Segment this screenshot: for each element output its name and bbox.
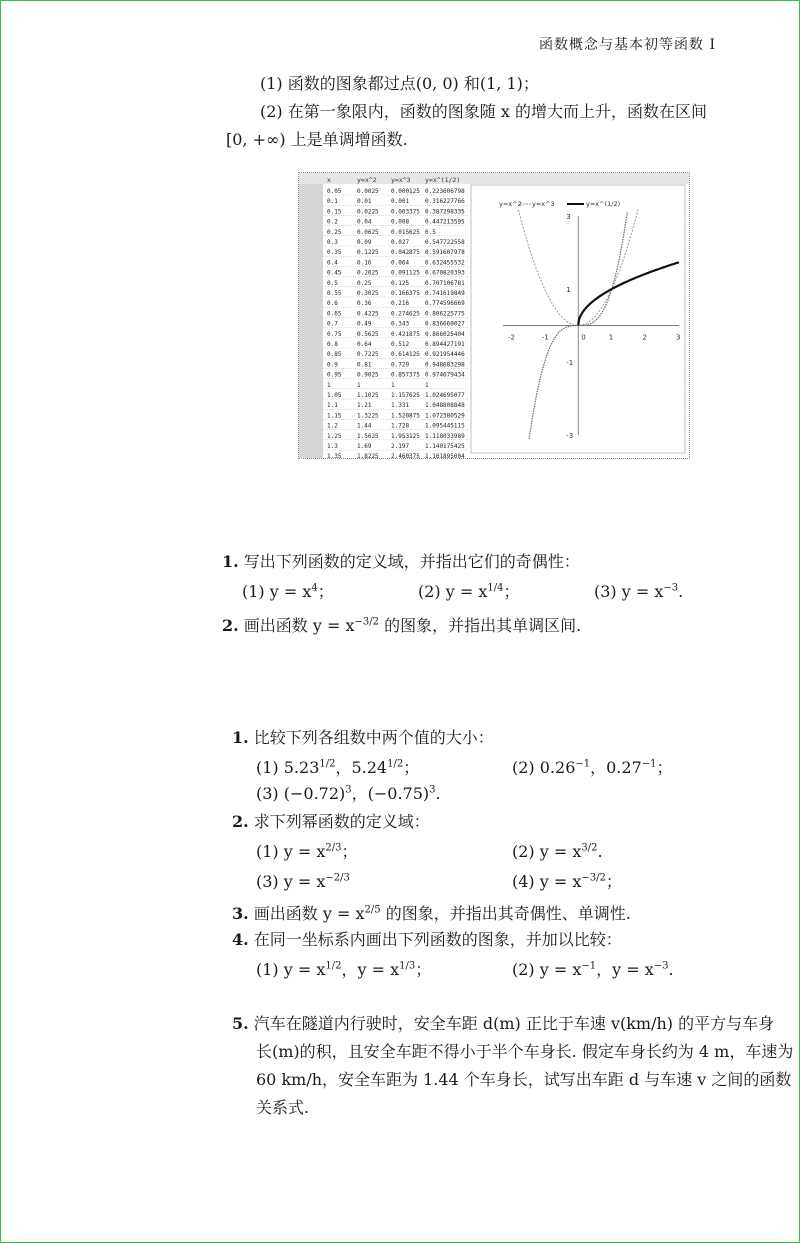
table-cell: 0.25 — [357, 279, 372, 287]
table-cell: 1 — [357, 381, 361, 389]
table-cell: 0.166375 — [391, 290, 420, 297]
table-cell: 1.1025 — [357, 392, 379, 399]
ex2-q1-c-p2: ，(−0.75) — [351, 784, 430, 803]
table-cell: 2.460375 — [391, 453, 420, 458]
y-tick-label: 1 — [566, 286, 571, 294]
ex2-q4-a-end: ； — [415, 960, 432, 979]
ex2-q2-a-label: (1) y = x — [256, 842, 326, 861]
ex2-q3 — [232, 902, 631, 926]
ex1-q1-a-exp: 4 — [311, 582, 318, 594]
table-cell: 0.49 — [357, 320, 372, 328]
table-cell: 0.894427191 — [425, 341, 465, 348]
ex2-q5-line2: 长(m)的积，且安全车距不得小于半个车身长. 假定车身长约为 4 m，车速为 — [256, 1042, 794, 1061]
ex2-q1-num: 1. — [232, 728, 249, 747]
table-cell: 0.8 — [327, 341, 338, 348]
ex2-q1-a-p1: (1) 5.23 — [256, 758, 320, 777]
table-cell: 0.591607978 — [425, 249, 465, 257]
table-cell: 0.2025 — [357, 269, 379, 277]
ex2-q2-d-end: ； — [605, 872, 622, 891]
table-cell: 0.806225775 — [425, 310, 465, 318]
ex1-q1-c-label: (3) y = x — [594, 582, 664, 601]
table-cell: 0.707106781 — [425, 279, 465, 287]
ex1-q1-b-end: ； — [503, 582, 520, 601]
table-cell: 1 — [425, 381, 429, 389]
table-cell: 0.857375 — [391, 371, 420, 379]
column-header: x — [327, 176, 331, 184]
table-cell: 0.5625 — [357, 330, 379, 338]
ex2-q2-num: 2. — [232, 812, 249, 831]
ex2-q1-c-end: . — [435, 784, 441, 803]
table-cell: 0.632455532 — [425, 259, 465, 267]
ex1-q1-c — [594, 580, 683, 604]
table-cell: 0.421875 — [391, 330, 420, 338]
ex2-q2-b — [512, 840, 603, 864]
x-tick-label: -2 — [508, 333, 515, 342]
ex2-q2-text: 求下列幂函数的定义域： — [253, 812, 430, 831]
table-cell: 1.1 — [327, 402, 338, 410]
table-cell: 0.614125 — [391, 351, 420, 359]
table-cell: 1.05 — [327, 392, 342, 399]
ex1-q1 — [222, 550, 580, 574]
table-cell: 0.125 — [391, 279, 410, 287]
table-cell: 1.69 — [357, 443, 372, 450]
ex1-q2-exp: −3/2 — [354, 616, 380, 628]
ex2-q1-a-e2: 1/2 — [387, 758, 404, 770]
table-cell: 1.520875 — [391, 412, 420, 420]
y-tick-label: -1 — [566, 359, 574, 367]
ex2-q1-b-e1: −1 — [575, 758, 591, 770]
ex2-q1-a-end: ； — [403, 758, 420, 777]
ex2-q4-a-e1: 1/2 — [325, 960, 342, 972]
ex1-q1-b — [418, 580, 520, 604]
ex2-q2-a-end: ； — [341, 842, 358, 861]
ex2-q1-a-p2: ，5.24 — [335, 758, 388, 777]
table-cell: 0.01 — [357, 198, 372, 206]
table-cell: 0.001 — [391, 198, 410, 206]
table-cell: 0.64 — [357, 341, 372, 348]
ex2-q1-c — [256, 782, 441, 806]
ex2-q5-l1: 汽车在隧道内行驶时，安全车距 d(m) 正比于车速 v(km/h) 的平方与车身 — [253, 1014, 775, 1033]
table-cell: 0.670820393 — [425, 269, 465, 277]
table-cell: 0.0225 — [357, 208, 379, 216]
table-cell: 0.5 — [327, 279, 338, 287]
table-cell: 0.000125 — [391, 188, 420, 195]
ex2-q1-b-end: ； — [656, 758, 673, 777]
ex2-q2-d — [512, 870, 622, 894]
x-tick-label: 1 — [608, 333, 614, 342]
table-cell: 0.866025404 — [425, 330, 465, 338]
ex2-q1-b-p1: (2) 0.26 — [512, 758, 576, 777]
table-cell: 0.042875 — [391, 249, 420, 257]
table-cell: 1.095445115 — [425, 422, 465, 430]
ex2-q4-b-e1: −1 — [581, 960, 597, 972]
ex2-q4-text: 在同一坐标系内画出下列函数的图象，并加以比较： — [253, 930, 622, 949]
table-cell: 0.75 — [327, 330, 342, 338]
table-cell: 0.547722558 — [425, 239, 465, 246]
legend-label: y=x^2 — [499, 200, 522, 208]
table-cell: 0.25 — [327, 228, 342, 236]
table-cell: 1.953125 — [391, 432, 420, 440]
ex2-q2-c-label: (3) y = x — [256, 872, 326, 891]
table-cell: 0.3 — [327, 239, 338, 246]
ex2-q4-a — [256, 958, 431, 982]
spreadsheet-figure — [298, 172, 690, 459]
table-cell: 1.728 — [391, 422, 410, 430]
ex2-q2-b-exp: 3/2 — [581, 842, 598, 854]
table-cell: 2.197 — [391, 443, 410, 450]
table-cell: 1.8225 — [357, 453, 379, 458]
table-cell: 0.003375 — [391, 208, 420, 216]
ex2-q4 — [232, 928, 622, 952]
table-cell: 0.05 — [327, 188, 342, 195]
ex2-q4-b — [512, 958, 674, 982]
table-cell: 1.5625 — [357, 432, 379, 440]
table-cell: 1.161895004 — [425, 453, 465, 458]
ex2-q4-b-p2: ，y = x — [596, 960, 654, 979]
table-cell: 0.0625 — [357, 228, 379, 236]
table-cell: 0.6 — [327, 300, 338, 308]
ex1-q1-a-label: (1) y = x — [242, 582, 312, 601]
table-cell: 0.04 — [357, 218, 372, 226]
table-cell: 1.2 — [327, 422, 338, 430]
ex1-q1-a-end: ； — [317, 582, 334, 601]
ex2-q5-num: 5. — [232, 1014, 249, 1033]
table-cell: 1.331 — [391, 402, 410, 410]
ex1-q1-b-exp: 1/4 — [487, 582, 504, 594]
table-cell: 0.9 — [327, 361, 338, 369]
property-2-cont: [0, +∞) 上是单调增函数. — [226, 130, 408, 149]
table-cell: 0.15 — [327, 208, 342, 216]
ex2-q2-a — [256, 840, 358, 864]
ex2-q4-num: 4. — [232, 930, 249, 949]
table-cell: 0.7 — [327, 320, 338, 328]
table-cell: 0.836660027 — [425, 320, 465, 328]
table-cell: 0.216 — [391, 300, 410, 308]
table-cell: 1.35 — [327, 453, 342, 458]
property-2: (2) 在第一象限内，函数的图象随 x 的增大而上升，函数在区间 — [260, 102, 707, 121]
ex1-q2-num: 2. — [222, 616, 239, 635]
legend-label: y=x^3 — [532, 200, 555, 208]
figure-canvas — [299, 173, 689, 458]
ex2-q2-c — [256, 870, 350, 894]
table-cell: 0.36 — [357, 300, 372, 308]
table-cell: 0.774596669 — [425, 300, 465, 308]
ex2-q2-c-exp: −2/3 — [325, 872, 350, 884]
ex2-q1-text: 比较下列各组数中两个值的大小： — [253, 728, 494, 747]
ex2-q2-b-label: (2) y = x — [512, 842, 582, 861]
table-cell: 1 — [327, 381, 331, 389]
table-cell: 0.274625 — [391, 310, 420, 318]
ex2-q1-a — [256, 756, 419, 780]
table-cell: 0.921954446 — [425, 351, 465, 359]
ex2-q5-line3: 60 km/h，安全车距为 1.44 个车身长，试写出车距 d 与车速 v 之间的函数 — [256, 1070, 792, 1089]
table-cell: 1.3225 — [357, 412, 379, 420]
ex1-q1-b-label: (2) y = x — [418, 582, 488, 601]
table-cell: 1.140175425 — [425, 443, 465, 450]
property-1: (1) 函数的图象都过点(0, 0) 和(1, 1)； — [260, 74, 539, 93]
column-header: y=x^3 — [391, 176, 411, 184]
table-cell: 0.1 — [327, 198, 338, 206]
y-tick-label: -3 — [566, 432, 574, 440]
table-cell: 0.447213595 — [425, 218, 465, 226]
table-cell: 1.44 — [357, 422, 372, 430]
x-tick-label: 3 — [676, 333, 681, 342]
ex1-q2-post: 的图象，并指出其单调区间. — [379, 616, 582, 635]
ex2-q4-b-end: . — [668, 960, 674, 979]
column-header: y=x^2 — [357, 176, 377, 184]
table-cell: 1.25 — [327, 432, 342, 440]
table-cell: 0.027 — [391, 239, 410, 246]
ex1-q2 — [222, 614, 581, 638]
running-header: 函数概念与基本初等函数 I — [539, 37, 716, 53]
ex2-q4-b-e2: −3 — [653, 960, 669, 972]
table-cell: 0.2 — [327, 218, 338, 226]
ex2-q5-line4: 关系式. — [256, 1098, 310, 1117]
table-cell: 1.024695077 — [425, 392, 465, 399]
column-header: y=x^(1/2) — [425, 176, 461, 184]
legend-label: y=x^(1/2) — [586, 200, 621, 208]
table-cell: 0.064 — [391, 259, 410, 267]
ex1-q1-num: 1. — [222, 552, 239, 571]
table-cell: 0.65 — [327, 310, 342, 318]
ex1-q1-text: 写出下列函数的定义域，并指出它们的奇偶性： — [243, 552, 580, 571]
table-cell: 0.741619849 — [425, 290, 465, 297]
ex2-q2 — [232, 810, 430, 834]
table-cell: 0.512 — [391, 341, 410, 348]
ex2-q2-a-exp: 2/3 — [325, 842, 342, 854]
ex1-q1-c-exp: −3 — [663, 582, 679, 594]
table-cell: 1 — [391, 381, 395, 389]
ex2-q4-a-p2: ，y = x — [341, 960, 400, 979]
ex1-q1-c-end: . — [678, 582, 684, 601]
table-cell: 0.387298335 — [425, 208, 465, 216]
table-cell: 0.4 — [327, 259, 338, 267]
ex2-q3-post: 的图象，并指出其奇偶性、单调性. — [380, 904, 631, 923]
table-cell: 0.85 — [327, 351, 342, 359]
table-cell: 0.223606798 — [425, 188, 465, 195]
y-tick-label: 3 — [566, 213, 571, 221]
table-cell: 0.316227766 — [425, 198, 465, 206]
ex1-q2-pre: 画出函数 y = x — [243, 616, 355, 635]
table-cell: 0.55 — [327, 290, 342, 297]
table-cell: 0.343 — [391, 320, 410, 328]
ex2-q4-a-e2: 1/3 — [399, 960, 416, 972]
ex2-q2-d-exp: −3/2 — [581, 872, 606, 884]
table-cell: 0.974679434 — [425, 371, 465, 379]
table-cell: 0.9025 — [357, 371, 379, 379]
ex2-q1-b-e2: −1 — [641, 758, 657, 770]
table-cell: 0.35 — [327, 249, 342, 257]
ex2-q2-d-label: (4) y = x — [512, 872, 582, 891]
row-gutter — [299, 173, 323, 458]
table-cell: 1.072380529 — [425, 412, 465, 420]
ex2-q1-a-e1: 1/2 — [319, 758, 336, 770]
ex2-q4-a-p1: (1) y = x — [256, 960, 326, 979]
table-cell: 0.95 — [327, 371, 342, 379]
ex2-q4-b-p1: (2) y = x — [512, 960, 582, 979]
table-cell: 0.948683298 — [425, 361, 465, 369]
table-cell: 0.7225 — [357, 351, 379, 359]
ex2-q2-b-end: . — [597, 842, 603, 861]
table-cell: 0.16 — [357, 259, 372, 267]
table-cell: 0.1225 — [357, 249, 379, 257]
table-cell: 0.0025 — [357, 188, 379, 195]
x-tick-label: -1 — [541, 333, 549, 342]
table-cell: 0.729 — [391, 361, 410, 369]
ex2-q3-num: 3. — [232, 904, 249, 923]
table-cell: 1.15 — [327, 412, 342, 420]
table-cell: 0.3025 — [357, 290, 379, 297]
table-cell: 0.81 — [357, 361, 372, 369]
ex2-q1-c-p1: (3) (−0.72) — [256, 784, 346, 803]
ex2-q1-c-e1: 3 — [345, 784, 352, 796]
ex2-q1-c-e2: 3 — [429, 784, 436, 796]
table-cell: 0.008 — [391, 218, 410, 226]
ex2-q1 — [232, 726, 494, 750]
table-cell: 0.45 — [327, 269, 342, 277]
table-cell: 0.09 — [357, 239, 372, 246]
ex2-q5-line1 — [232, 1012, 774, 1036]
ex2-q1-b-p2: ，0.27 — [590, 758, 642, 777]
table-cell: 0.015625 — [391, 228, 420, 236]
table-cell: 1.157625 — [391, 392, 420, 399]
table-cell: 1.3 — [327, 443, 338, 450]
ex1-q1-a — [242, 580, 334, 604]
x-tick-label: 2 — [642, 333, 647, 342]
table-cell: 1.048808848 — [425, 402, 465, 410]
table-cell: 1.21 — [357, 402, 372, 410]
ex2-q3-exp: 2/5 — [364, 904, 381, 916]
ex2-q3-pre: 画出函数 y = x — [253, 904, 365, 923]
ex2-q1-b — [512, 756, 673, 780]
table-cell: 0.5 — [425, 228, 436, 236]
table-cell: 0.4225 — [357, 310, 379, 318]
table-cell: 0.091125 — [391, 269, 420, 277]
table-cell: 1.118033989 — [425, 432, 465, 440]
origin-label: 0 — [581, 333, 586, 342]
